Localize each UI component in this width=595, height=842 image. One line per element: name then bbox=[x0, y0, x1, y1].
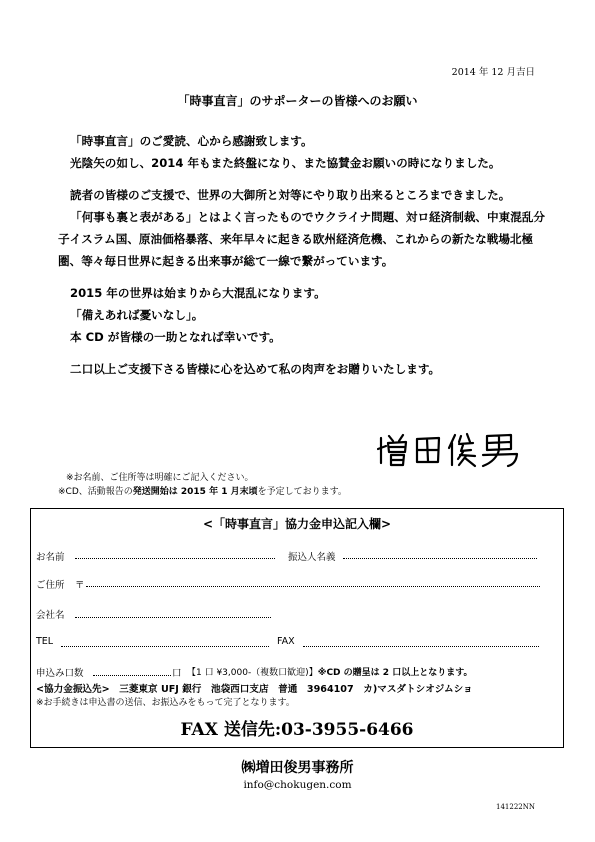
company-label: 会社名 bbox=[36, 610, 65, 621]
fax-label: FAX bbox=[277, 636, 295, 647]
application-form bbox=[30, 508, 564, 748]
note-shipping-suffix: を予定しております。 bbox=[257, 487, 347, 497]
page-title: 「時事直言」のサポーターの皆様へのお願い bbox=[177, 94, 418, 108]
tel-field[interactable] bbox=[61, 637, 269, 647]
fax-field[interactable] bbox=[303, 637, 539, 647]
paragraph-cd: 本 CD が皆様の一助となれば幸いです。 bbox=[70, 330, 281, 344]
contact-email[interactable]: info@chokugen.com bbox=[243, 779, 352, 791]
name-field[interactable] bbox=[75, 549, 275, 559]
paragraph-world-events: 「何事も裏と表がある」とはよく言ったものでウクライナ問題、対ロ経済制裁、中東混乱分子イスラム国、原油価格暴落、来年早々に起きる欧州経済危機、これからの新たな戦場北極圏、等々毎日世界に起きる出来事が総て一線で繋がっています。 bbox=[58, 210, 545, 268]
paragraph-2015: 2015 年の世界は始まりから大混乱になります。 bbox=[70, 286, 326, 300]
signature-image bbox=[377, 430, 527, 468]
transfer-name-field[interactable] bbox=[343, 549, 537, 559]
transfer-name-label: 振込人名義 bbox=[288, 552, 336, 563]
fax-destination: FAX 送信先:03-3955-6466 bbox=[180, 720, 414, 740]
note-shipping-prefix: ※CD、活動報告の bbox=[58, 487, 133, 497]
paragraph-proverb: 「備えあれば憂いなし」。 bbox=[70, 308, 204, 322]
document-date: 2014 年 12 月吉日 bbox=[451, 67, 535, 78]
units-field[interactable] bbox=[93, 666, 171, 676]
units-note-text: 【1 口 ¥3,000-（複数口歓迎)】 bbox=[187, 668, 318, 678]
note-shipping bbox=[58, 484, 347, 497]
paragraph-year-end: 光陰矢の如し、2014 年もまた終盤になり、また協賛金お願いの時になりました。 bbox=[70, 156, 501, 170]
units-label: 申込み口数 bbox=[36, 668, 84, 679]
tel-label: TEL bbox=[36, 636, 54, 647]
company-field[interactable] bbox=[75, 608, 271, 618]
paragraph-voice-gift: 二口以上ご支援下さる皆様に心を込めて私の肉声をお贈りいたします。 bbox=[70, 362, 441, 376]
document-code: 141222NN bbox=[496, 803, 535, 811]
note-name-address: ※お名前、ご住所等は明確にご記入ください。 bbox=[66, 473, 254, 483]
postal-mark: 〒 bbox=[75, 580, 85, 591]
units-suffix: 口 bbox=[172, 668, 182, 679]
units-note-bold: ※CD の贈呈は 2 口以上となります。 bbox=[317, 668, 473, 678]
letter-body bbox=[58, 130, 548, 380]
address-label: ご住所 bbox=[36, 580, 65, 591]
name-label: お名前 bbox=[36, 552, 65, 563]
form-title: <「時事直言」協力金申込記入欄> bbox=[202, 517, 392, 531]
units-note bbox=[187, 665, 472, 678]
bank-account: <協力金振込先> 三菱東京 UFJ 銀行 池袋西口支店 普通 3964107 カ)マスダトシオジムショ bbox=[36, 684, 473, 695]
note-shipping-date: 発送開始は 2015 年 1 月末頃 bbox=[132, 487, 258, 497]
office-name: ㈱増田俊男事務所 bbox=[241, 760, 354, 776]
paragraph-readers: 読者の皆様のご支援で、世界の大御所と対等にやり取り出来るところまできました。 bbox=[70, 188, 511, 202]
procedure-note: ※お手続きは申込書の送信、お振込みをもって完了となります。 bbox=[36, 698, 295, 708]
address-field[interactable] bbox=[86, 577, 540, 587]
handwritten-signature bbox=[377, 430, 527, 472]
paragraph-thanks: 「時事直言」のご愛読、心から感謝致します。 bbox=[70, 134, 313, 148]
